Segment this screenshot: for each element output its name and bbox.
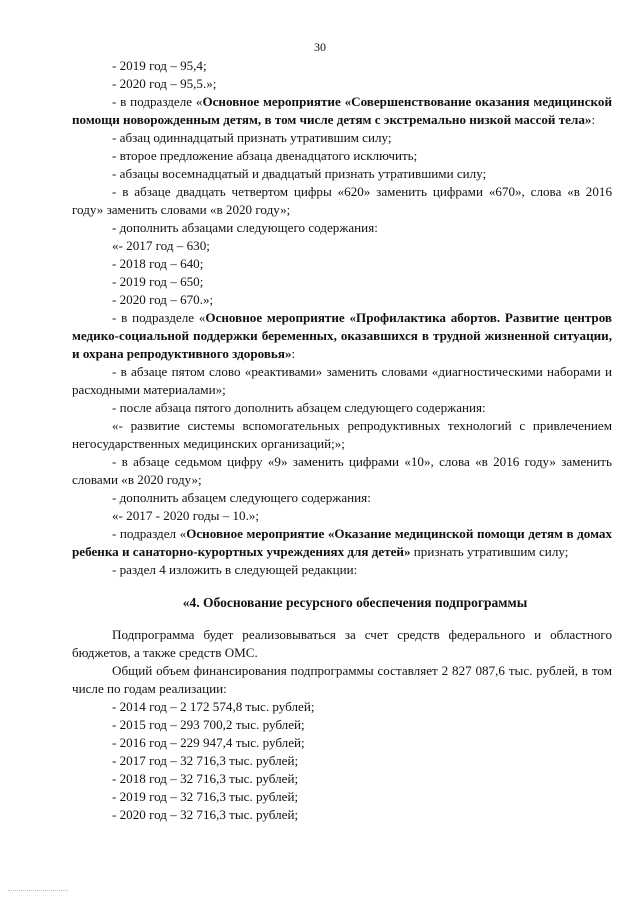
paragraph-text: - после абзаца пятого дополнить абзацем следующего содержания: <box>112 400 486 415</box>
amendment-paragraph <box>72 489 612 507</box>
subsection-title: Основное мероприятие «Профилактика абортов. Развитие центров медико-социальной поддержки беременных, оказавшихся в трудной жизненной ситуации, и охрана репродуктивного здоровья» <box>72 310 612 361</box>
subsection-title: Основное мероприятие «Оказание медицинской помощи детям в домах ребенка и санаторно-курортных учреждениях для детей» <box>72 526 612 559</box>
paragraph-text: - 2018 год – 640; <box>112 256 204 271</box>
document-body <box>72 57 612 824</box>
amendment-paragraph <box>72 147 612 165</box>
amendment-paragraph <box>72 57 612 75</box>
footer-mark <box>8 890 68 891</box>
amendment-paragraph <box>72 273 612 291</box>
paragraph-text-tail: признать утратившим силу; <box>410 544 569 559</box>
paragraph-text: - абзац одиннадцатый признать утратившим силу; <box>112 130 392 145</box>
paragraph-text: - дополнить абзацами следующего содержания: <box>112 220 378 235</box>
paragraph-text: - в подразделе « <box>112 310 206 325</box>
paragraph-text: - второе предложение абзаца двенадцатого исключить; <box>112 148 418 163</box>
funding-item: - 2020 год – 32 716,3 тыс. рублей; <box>112 807 299 822</box>
funding-item: - 2018 год – 32 716,3 тыс. рублей; <box>112 771 299 786</box>
amendment-paragraph <box>72 255 612 273</box>
amendment-list <box>72 57 612 579</box>
amendment-paragraph <box>72 75 612 93</box>
amendment-paragraph <box>72 453 612 489</box>
funding-item: - 2016 год – 229 947,4 тыс. рублей; <box>112 735 305 750</box>
paragraph-text: - в подразделе « <box>112 94 203 109</box>
section-paragraph: Общий объем финансирования подпрограммы составляет 2 827 087,6 тыс. рублей, в том числе по годам реализации: <box>72 663 612 696</box>
paragraph-text: «- развитие системы вспомогательных репродуктивных технологий с привлечением негосударственных медицинских организаций;»; <box>72 418 612 451</box>
paragraph-text: - 2019 год – 95,4; <box>112 58 207 73</box>
funding-item: - 2019 год – 32 716,3 тыс. рублей; <box>112 789 299 804</box>
paragraph-text-tail: : <box>591 112 596 127</box>
paragraph-text: - подраздел « <box>112 526 187 541</box>
amendment-paragraph <box>72 183 612 219</box>
amendment-paragraph <box>72 93 612 129</box>
paragraph-text: - абзацы восемнадцатый и двадцатый признать утратившими силу; <box>112 166 487 181</box>
paragraph-text: «- 2017 год – 630; <box>112 238 210 253</box>
amendment-paragraph <box>72 399 612 417</box>
funding-item: - 2015 год – 293 700,2 тыс. рублей; <box>112 717 305 732</box>
paragraph-text-tail: : <box>291 346 296 361</box>
amendment-paragraph <box>72 507 612 525</box>
paragraph-text: - 2020 год – 95,5.»; <box>112 76 217 91</box>
subsection-title: Основное мероприятие «Совершенствование оказания медицинской помощи новорожденным детям, в том числе детям с экстремально низкой массой тела» <box>72 94 612 127</box>
paragraph-text: - в абзаце пятом слово «реактивами» заменить словами «диагностическими наборами и расходными материалами»; <box>72 364 612 397</box>
amendment-paragraph <box>72 165 612 183</box>
amendment-paragraph <box>72 309 612 363</box>
paragraph-text: - раздел 4 изложить в следующей редакции: <box>112 562 358 577</box>
funding-item: - 2017 год – 32 716,3 тыс. рублей; <box>112 753 299 768</box>
amendment-paragraph <box>72 561 612 579</box>
amendment-paragraph <box>72 291 612 309</box>
paragraph-text: - 2019 год – 650; <box>112 274 204 289</box>
page-number: 30 <box>314 40 326 54</box>
paragraph-text: - в абзаце седьмом цифру «9» заменить цифрами «10», слова «в 2016 году» заменить словами «в 2020 году»; <box>72 454 612 487</box>
section-paragraph: Подпрограмма будет реализовываться за счет средств федерального и областного бюджетов, а также средств ОМС. <box>72 627 612 660</box>
funding-item: - 2014 год – 2 172 574,8 тыс. рублей; <box>112 699 315 714</box>
amendment-paragraph <box>72 363 612 399</box>
amendment-paragraph <box>72 219 612 237</box>
amendment-paragraph <box>72 237 612 255</box>
amendment-paragraph <box>72 525 612 561</box>
amendment-paragraph <box>72 417 612 453</box>
paragraph-text: «- 2017 - 2020 годы – 10.»; <box>112 508 260 523</box>
paragraph-text: - 2020 год – 670.»; <box>112 292 214 307</box>
paragraph-text: - в абзаце двадцать четвертом цифры «620» заменить цифрами «670», слова «в 2016 году» заменить словами «в 2020 году»; <box>72 184 612 217</box>
paragraph-text: - дополнить абзацем следующего содержания: <box>112 490 371 505</box>
funding-list <box>72 698 612 824</box>
section-heading: «4. Обоснование ресурсного обеспечения подпрограммы <box>182 595 528 610</box>
amendment-paragraph <box>72 129 612 147</box>
